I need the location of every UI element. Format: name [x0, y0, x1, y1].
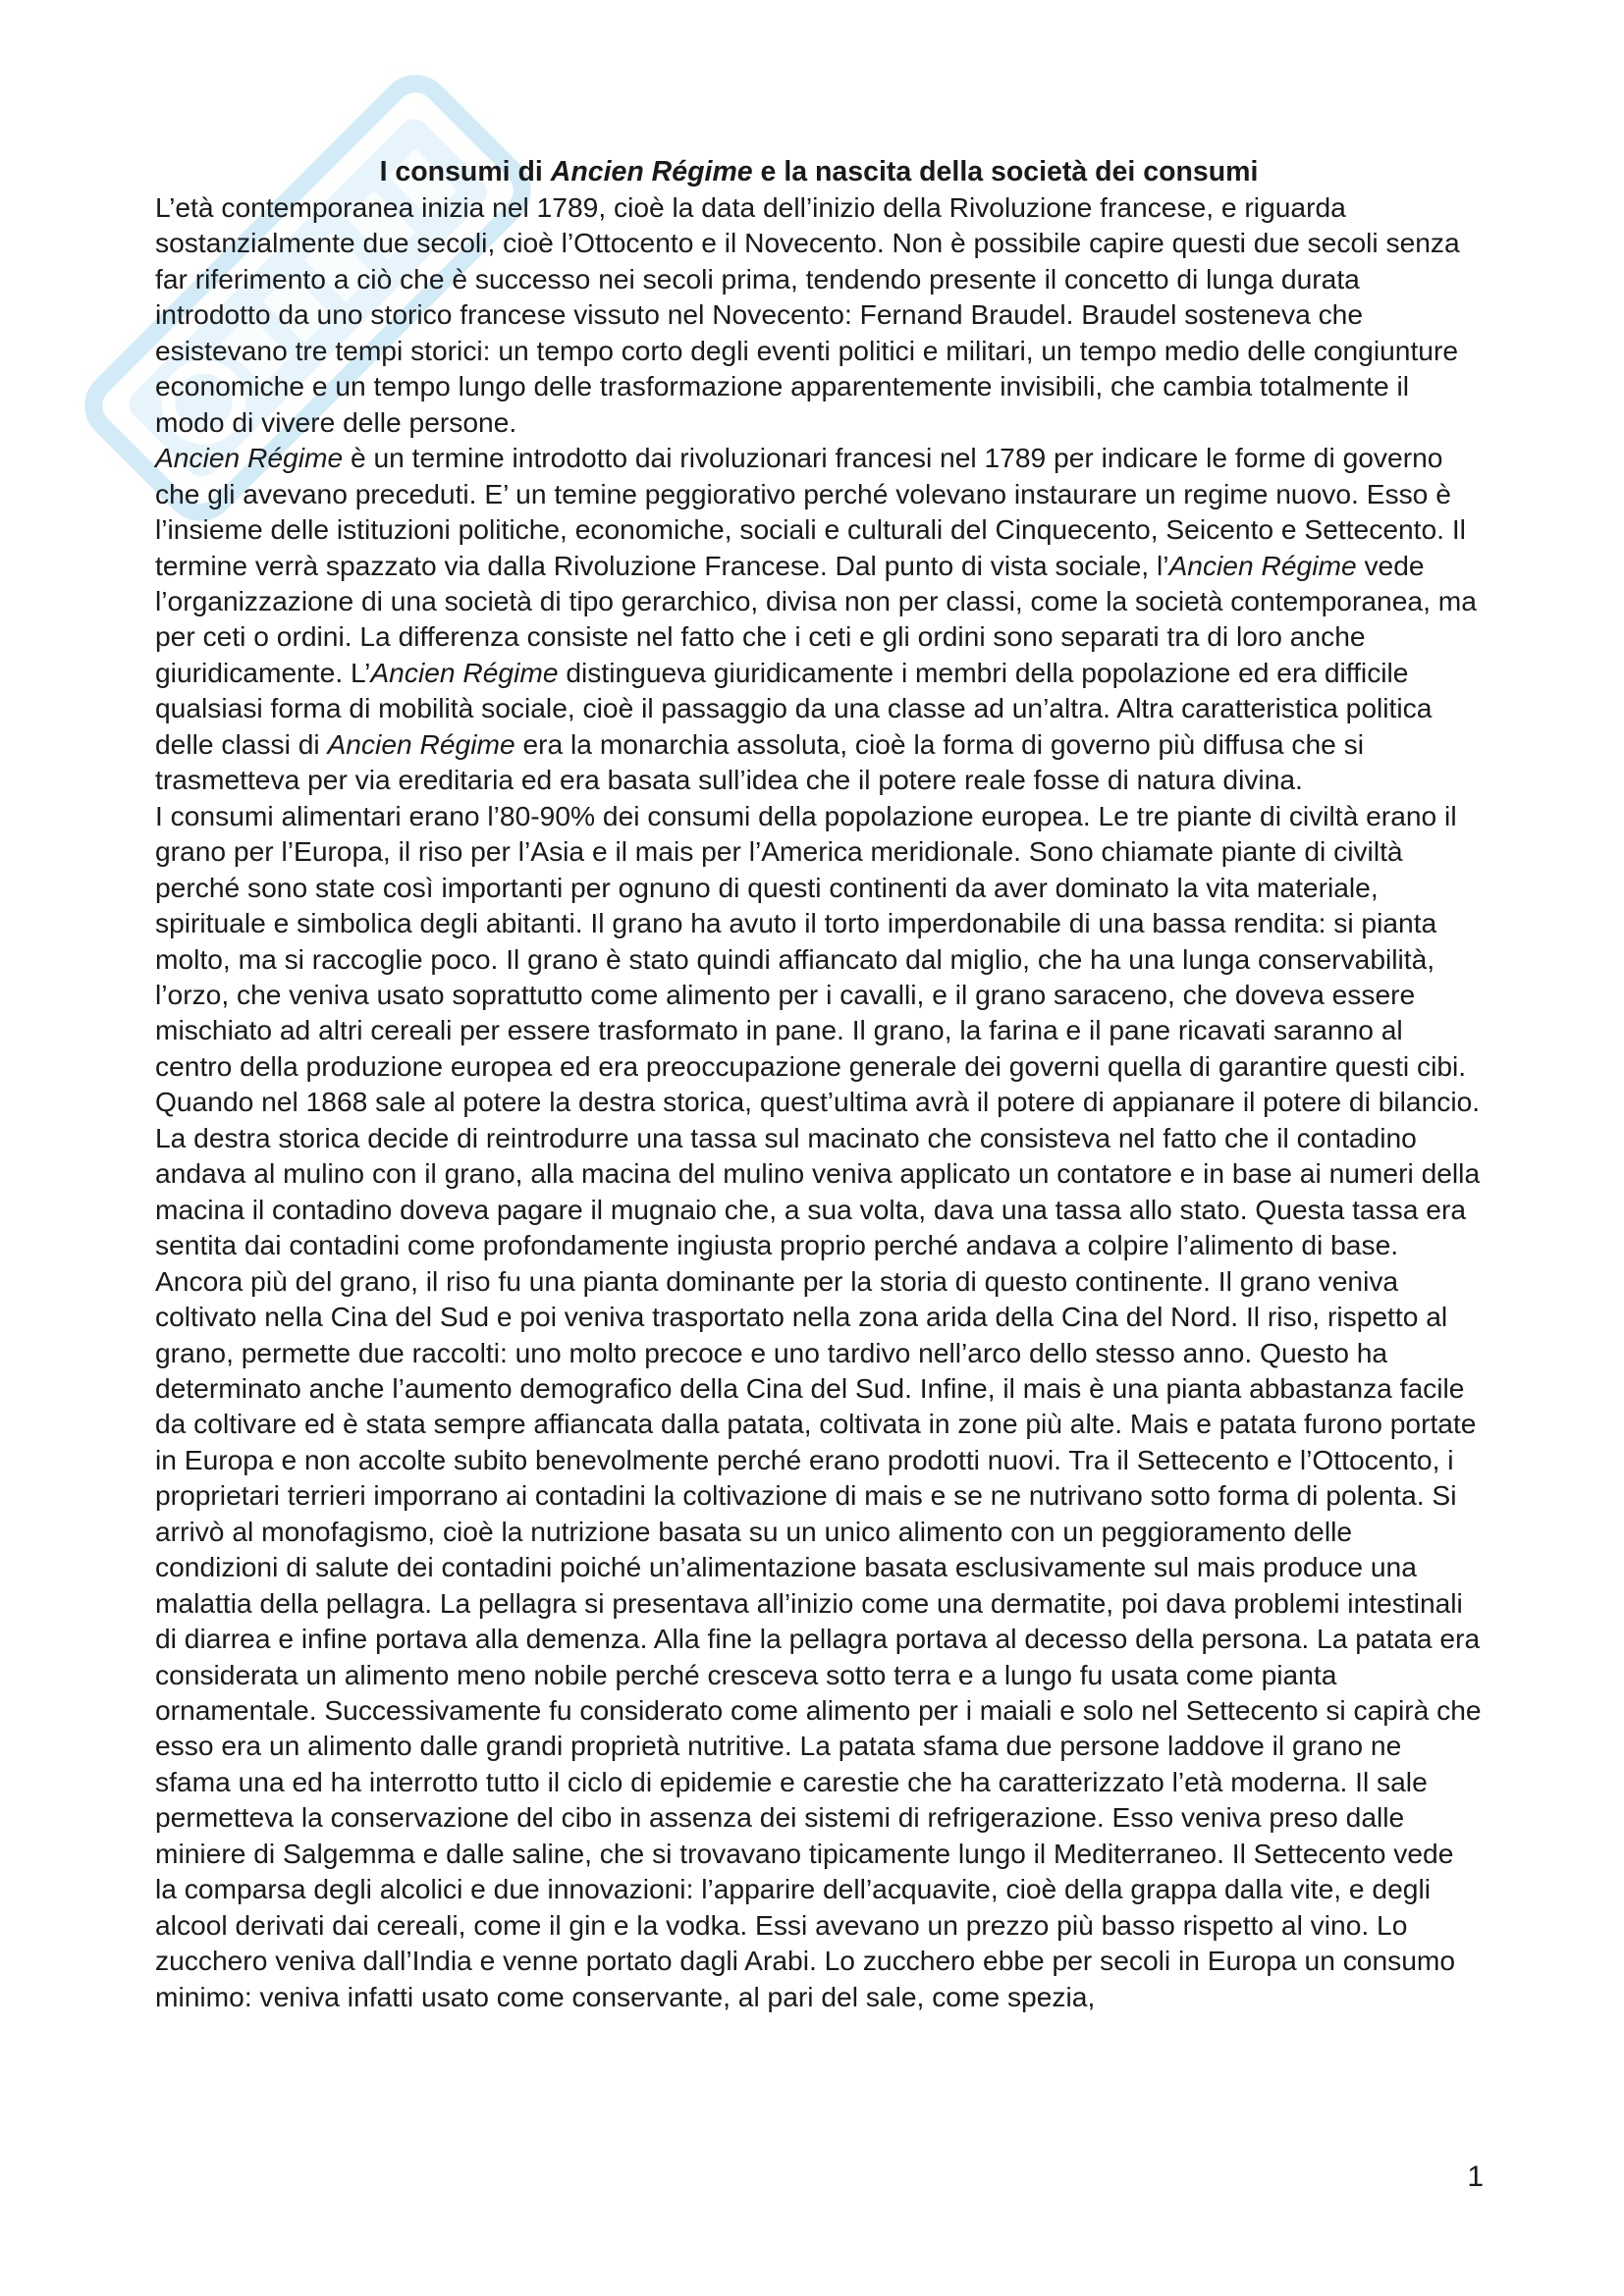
italic-term: Ancien Régime [327, 727, 515, 760]
italic-term: Ancien Régime [1168, 549, 1357, 581]
document-title [155, 154, 1483, 189]
paragraph-text: era la monarchia assoluta, cioè la forma di governo più diffusa che si trasmetteva per via ereditaria ed era basata sull’idea che il potere reale fosse di natura divina. [155, 727, 1365, 796]
paragraph-text: L’età contemporanea inizia nel 1789, cioè la data dell’inizio della Rivoluzione francese, e riguarda sostanzialmente due secoli, cioè l’Ottocento e il Novecento. Non è possibile capire questi due secoli senza far riferimento a ciò che è successo nei secoli prima, tendendo presente il concetto di lunga durata introdotto da uno storico francese vissuto nel Novecento: Fernand Braudel. Braudel sosteneva che esistevano tre tempi storici: un tempo corto degli eventi politici e militari, un tempo medio delle congiunture economiche e un tempo lungo delle trasformazione apparentemente invisibili, che cambia totalmente il modo di vivere delle persone. [155, 191, 1460, 438]
paragraph-text: vede l’organizzazione di una società di tipo gerarchico, divisa non per classi, come la società contemporanea, ma per ceti o ordini. La differenza consiste nel fatto che i ceti e gli ordini sono separati tra di loro anche giuridicamente. L’ [155, 549, 1477, 688]
italic-term: Ancien Régime [155, 442, 344, 474]
paragraph-text: distingueva giuridicamente i membri della popolazione ed era difficile qualsiasi forma di mobilità sociale, cioè il passaggio da una classe ad un’altra. Altra caratteristica politica delle classi di [155, 656, 1433, 760]
body-paragraph [155, 798, 1483, 2014]
document-body [155, 189, 1483, 2014]
title-part1: I consumi di [379, 156, 551, 187]
paragraph-text: I consumi alimentari erano l’80-90% dei consumi della popolazione europea. Le tre piante di civiltà erano il grano per l’Europa, il riso per l’Asia e il mais per l’America meridionale. Sono chiamate piante di civiltà perché sono state così importanti per ognuno di questi continenti da aver dominato la vita materiale, spirituale e simbolica degli abitanti. Il grano ha avuto il torto imperdonabile di una bassa rendita: si pianta molto, ma si raccoglie poco. Il grano è stato quindi affiancato dal miglio, che ha una lunga conservabilità, l’orzo, che veniva usato soprattutto come alimento per i cavalli, e il grano saraceno, che doveva essere mischiato ad altri cereali per essere trasformato in pane. Il grano, la farina e il pane ricavati saranno al centro della produzione europea ed era preoccupazione generale dei governi quella di garantire questi cibi. Quando nel 1868 sale al potere la destra storica, quest’ultima avrà il potere di appianare il potere di bilancio. La destra storica decide di reintrodurre una tassa sul macinato che consisteva nel fatto che il contadino andava al mulino con il grano, alla macina del mulino veniva applicato un contatore e in base ai numeri della macina il contadino doveva pagare il mugnaio che, a sua volta, dava una tassa allo stato. Questa tassa era sentita dai contadini come profondamente ingiusta proprio perché andava a colpire l’alimento di base. Ancora più del grano, il riso fu una pianta dominante per la storia di questo continente. Il grano veniva coltivato nella Cina del Sud e poi veniva trasportato nella zona arida della Cina del Nord. Il riso, rispetto al grano, permette due raccolti: uno molto precoce e uno tardivo nell’arco dello stesso anno. Questo ha determinato anche l’aumento demografico della Cina del Sud. Infine, il mais è una pianta abbastanza facile da coltivare ed è stata sempre affiancata dalla patata, coltivata in zone più alte. Mais e patata furono portate in Europa e non accolte subito benevolmente perché erano prodotti nuovi. Tra il Settecento e l’Ottocento, i proprietari terrieri imporrano ai contadini la coltivazione di mais e se ne nutrivano sotto forma di polenta. Si arrivò al monofagismo, cioè la nutrizione basata su un unico alimento con un peggioramento delle condizioni di salute dei contadini poiché un’alimentazione basata esclusivamente sul mais produce una malattia della pellagra. La pellagra si presentava all’inizio come una dermatite, poi dava problemi intestinali di diarrea e infine portava alla demenza. Alla fine la pellagra portava al decesso della persona. La patata era considerata un alimento meno nobile perché cresceva sotto terra e a lungo fu usata come pianta ornamentale. Successivamente fu considerato come alimento per i maiali e solo nel Settecento si capirà che esso era un alimento dalle grandi proprietà nutritive. La patata sfama due persone laddove il grano ne sfama una ed ha interrotto tutto il ciclo di epidemie e carestie che ha caratterizzato l’età moderna. Il sale permetteva la conservazione del cibo in assenza dei sistemi di refrigerazione. Esso veniva preso dalle miniere di Salgemma e dalle saline, che si trovavano tipicamente lungo il Mediterraneo. Il Settecento vede la comparsa degli alcolici e due innovazioni: l’apparire dell’acquavite, cioè della grappa dalla vite, e degli alcool derivati dai cereali, come il gin e la vodka. Essi avevano un prezzo più basso rispetto al vino. Lo zucchero veniva dall’India e venne portato dagli Arabi. Lo zucchero ebbe per secoli in Europa un consumo minimo: veniva infatti usato come conservante, al pari del sale, come spezia, [155, 799, 1482, 2012]
body-paragraph [155, 440, 1483, 798]
title-part2: e la nascita della società dei consumi [752, 156, 1259, 187]
title-italic: Ancien Régime [550, 156, 753, 187]
paragraph-text: è un termine introdotto dai rivoluzionari francesi nel 1789 per indicare le forme di governo che gli avevano preceduti. E’ un temine peggiorativo perché volevano instaurare un regime nuovo. Esso è l’insieme delle istituzioni politiche, economiche, sociali e culturali del Cinquecento, Seicento e Settecento. Il termine verrà spazzato via dalla Rivoluzione Francese. Dal punto di vista sociale, l’ [155, 442, 1466, 581]
body-paragraph [155, 189, 1483, 440]
page-number: 1 [1467, 2161, 1484, 2193]
italic-term: Ancien Régime [370, 656, 559, 688]
document-page [155, 154, 1483, 2014]
